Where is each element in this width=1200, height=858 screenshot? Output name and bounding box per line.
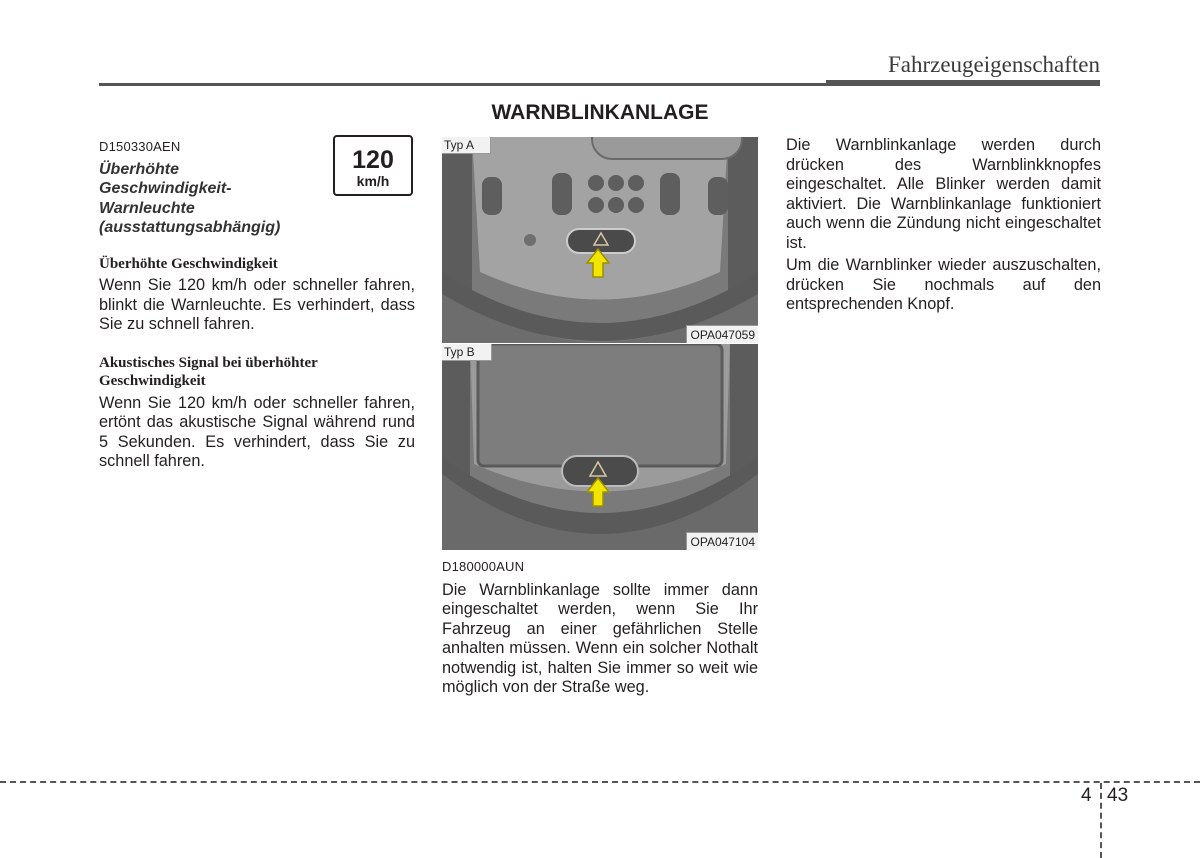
middle-text-block <box>442 557 758 698</box>
overspeed-text: Wenn Sie 120 km/h oder schneller fahren, blinkt die Warnleuchte. Es verhindert, dass Sie zu schnell fahren. <box>99 276 415 333</box>
footer-dashed-divider <box>1100 783 1102 858</box>
figure-b-code: OPA047104 <box>686 532 759 550</box>
figure-type-b <box>442 344 758 550</box>
figure-type-a <box>442 137 758 343</box>
hazard-switch-panel-a-illustration <box>442 137 758 343</box>
heading-line: (ausstattungsabhängig) <box>99 219 281 236</box>
overspeed-subheading: Überhöhte Geschwindigkeit <box>99 255 278 272</box>
section-number: 4 <box>1081 785 1092 806</box>
figure-b-label: Typ B <box>442 344 492 361</box>
heading-line: Warnleuchte <box>99 199 195 217</box>
figure-a-label: Typ A <box>442 137 491 154</box>
hazard-switch-panel-b-illustration <box>442 344 758 550</box>
section-code: D180000AUN <box>442 559 525 574</box>
hazard-deactivation-text: Um die Warnblinker wieder auszuschalten, drücken Sie nochmals auf den entsprechenden Knopf. <box>786 256 1101 313</box>
section-code: D150330AEN <box>99 139 181 154</box>
acoustic-subheading <box>99 354 415 391</box>
header-rule-accent <box>826 80 1100 86</box>
page-header-title: Fahrzeugeigenschaften <box>887 52 1100 77</box>
footer-dashed-rule <box>0 781 1200 783</box>
speed-value: 120 <box>352 146 394 174</box>
acoustic-text: Wenn Sie 120 km/h oder schneller fahren, ertönt das akustische Signal während rund 5 Sekunden. Es verhindert, dass Sie zu schnell fahren. <box>99 393 415 470</box>
hazard-activation-text: Die Warnblinkanlage werden durch drücken des Warnblinkknopfes eingeschaltet. Alle Blinker werden damit aktiviert. Die Warnblinkanlage funktioniert auch wenn die Zündung nicht eingeschaltet ist. <box>786 136 1101 252</box>
page-number: 43 <box>1107 785 1129 806</box>
hazard-usage-text: Die Warnblinkanlage sollte immer dann eingeschaltet werden, wenn Sie Ihr Fahrzeug an einer gefährlichen Stelle anhalten müssen. Wenn ein solcher Nothalt notwendig ist, halten Sie immer so weit wie möglich von der Straße weg. <box>442 580 758 696</box>
subheading-line: Akustisches Signal bei überhöhter <box>99 354 318 371</box>
subheading-line: Geschwindigkeit <box>99 373 206 389</box>
speed-unit: km/h <box>356 173 390 189</box>
heading-line: Überhöhte <box>99 160 179 178</box>
speed-warning-indicator <box>333 135 413 196</box>
figure-a-code: OPA047059 <box>686 325 759 343</box>
section-title: WARNBLINKANLAGE <box>491 101 709 124</box>
heading-line: Geschwindigkeit- <box>99 180 232 197</box>
right-column <box>786 136 1101 315</box>
